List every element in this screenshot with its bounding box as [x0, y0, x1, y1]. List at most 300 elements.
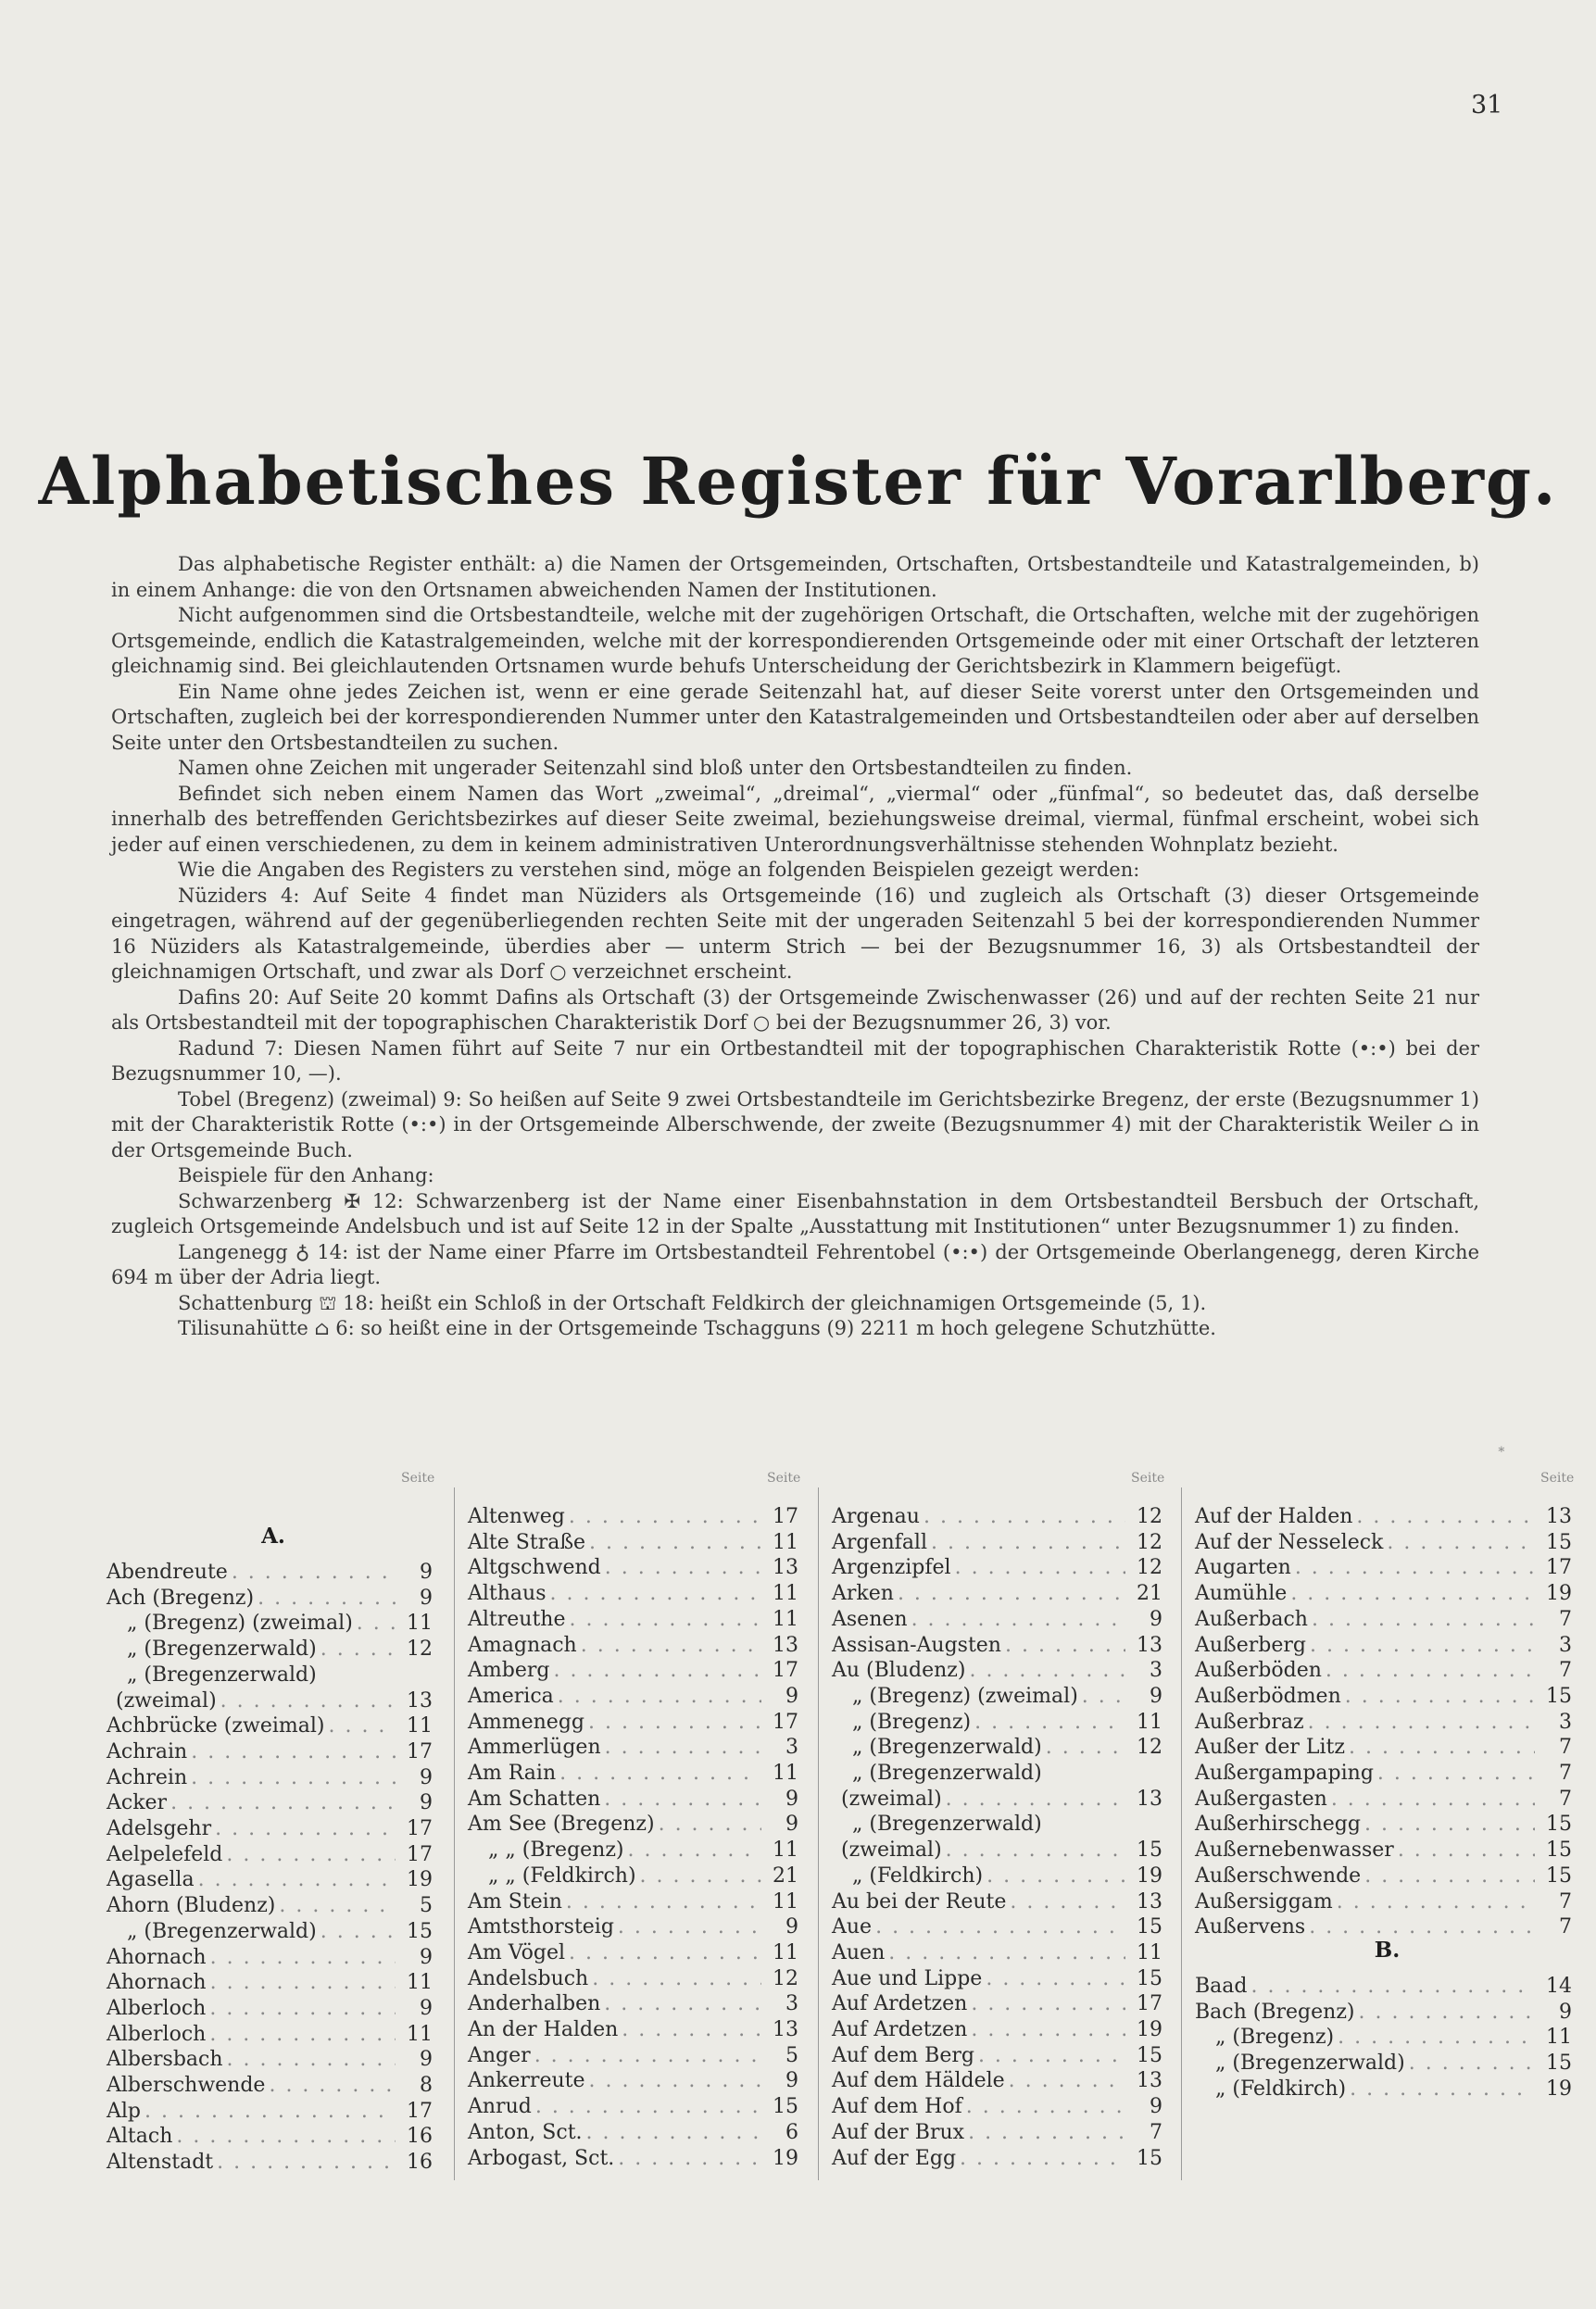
entry-page: 13: [1137, 2069, 1162, 2093]
entry-page: 15: [773, 2095, 798, 2119]
entry-name: Baad: [1195, 1974, 1248, 1998]
register-entry: [1195, 1864, 1579, 1889]
dot-leader: [585, 1530, 761, 1556]
entry-page: 11: [773, 1607, 798, 1631]
dot-leader: [956, 2146, 1125, 2172]
dot-leader: [1405, 2051, 1535, 2077]
entry-name: Alberloch: [107, 1996, 207, 2020]
dot-leader: [872, 1914, 1125, 1940]
dot-leader: [141, 2099, 396, 2125]
entry-name: Außerschwende: [1195, 1864, 1362, 1888]
entry-name: Amtsthorsteig: [468, 1915, 614, 1939]
entry-name: Ach (Bregenz): [107, 1586, 255, 1610]
entry-page: 3: [785, 1992, 798, 2016]
entry-name: An der Halden: [468, 2018, 619, 2041]
entry-page: 11: [773, 1838, 798, 1863]
register-entry: [832, 2146, 1170, 2172]
entry-page: 12: [1137, 1556, 1162, 1580]
register-entry: [107, 2124, 440, 2150]
register-entry: [107, 1663, 440, 1688]
entry-page: 11: [773, 1530, 798, 1554]
dot-leader: [1355, 2000, 1536, 2026]
entry-page: 9: [785, 2069, 798, 2093]
dot-leader: [584, 1710, 761, 1736]
entry-name: Altgschwend: [468, 1556, 601, 1580]
entry-page: 11: [773, 1762, 798, 1785]
entry-name: Am See (Bregenz): [468, 1813, 655, 1837]
entry-name: „ (Bregenz) (zweimal): [852, 1684, 1078, 1708]
register-entry: [107, 1996, 440, 2022]
register-title: Alphabetisches Register für Vorarlberg.: [38, 443, 1558, 520]
dot-leader: [577, 1633, 761, 1659]
entry-name: Außervens: [1195, 1915, 1306, 1939]
entry-page: 12: [407, 1638, 433, 1662]
register-entry: [832, 1735, 1170, 1761]
dot-leader: [588, 1966, 761, 1992]
register-entry: [107, 2150, 440, 2176]
entry-name: Auf dem Häldele: [832, 2069, 1005, 2093]
dot-leader: [223, 2047, 396, 2073]
register-entry: [468, 1940, 806, 1966]
entry-name: Am Schatten: [468, 1787, 601, 1811]
seite-label: Seite: [1131, 1471, 1165, 1486]
entry-name: Außersiggam: [1195, 1889, 1333, 1914]
entry-name: Anrud: [468, 2095, 532, 2119]
dot-leader: [1078, 1684, 1125, 1710]
dot-leader: [532, 2094, 761, 2120]
entry-name: Auf Ardetzen: [832, 1992, 968, 2016]
entry-page: 17: [1137, 1992, 1162, 2016]
register-entry: [832, 1991, 1170, 2017]
dot-leader: [618, 2017, 761, 2043]
entry-page: 9: [785, 1813, 798, 1837]
intro-paragraph: Nicht aufgenommen sind die Ortsbestandteile, welche mit der zugehörigen Ortschaft, die Ortschaften, welche mit der zugehörigen Ortsgemeinde, endlich die Katastralgemeinden, welche mit der korrespondierenden Ortsgemeinde oder mit einer Ortschaft der letzteren gleichnamig sind. Bei gleichlautenden Ortsnamen wurde behufs Unterscheidung der Gerichtsbezirk in Klammern beigefügt.: [111, 604, 1479, 677]
dot-leader: [965, 1658, 1125, 1684]
entry-page: 17: [407, 1739, 433, 1763]
register-entry: [1195, 1787, 1579, 1813]
intro-paragraph: Namen ohne Zeichen mit ungerader Seitenzahl sind bloß unter den Ortsbestandteilen zu finden.: [178, 757, 1133, 779]
entry-page: 11: [407, 1714, 433, 1738]
entry-name: „ (Feldkirch): [852, 1864, 984, 1888]
entry-page: 17: [773, 1659, 798, 1683]
dot-leader: [1042, 1735, 1125, 1761]
entry-name: Außerbödmen: [1195, 1684, 1341, 1708]
intro-paragraph: Das alphabetische Register enthält: a) die Namen der Ortsgemeinden, Ortschaften, Ortsbestandteile und Katastralgemeinden, b) in einem Anhange: die von den Ortsnamen abweichenden Namen der Institutionen.: [111, 553, 1479, 601]
entry-page: 9: [420, 1996, 433, 2020]
entry-name: Altenstadt: [107, 2151, 214, 2175]
register-entry: [468, 2094, 806, 2120]
register-entry: [107, 1637, 440, 1663]
entry-name: Anderhalben: [468, 1992, 601, 2016]
dot-leader: [222, 1842, 396, 1868]
entry-page: 9: [420, 1945, 433, 1969]
entry-name: Am Stein: [468, 1889, 562, 1914]
entry-page: 9: [420, 2048, 433, 2072]
entry-page: 5: [420, 1894, 433, 1918]
entry-name: Aelpelefeld: [107, 1842, 223, 1866]
entry-name: Auen: [832, 1940, 886, 1964]
seite-label: Seite: [767, 1471, 801, 1486]
entry-page: 11: [773, 1940, 798, 1964]
entry-page: 6: [785, 2120, 798, 2144]
dot-leader: [885, 1940, 1125, 1966]
dot-leader: [1341, 1684, 1535, 1710]
register-entry: [468, 1991, 806, 2017]
register-entry: [832, 2120, 1170, 2146]
register-entry: [468, 1889, 806, 1915]
entry-name: Aumühle: [1195, 1582, 1288, 1606]
entry-page: 16: [407, 2151, 433, 2175]
entry-name: Arken: [832, 1582, 894, 1606]
entry-name: „ „ (Feldkirch): [488, 1864, 636, 1888]
entry-page: 17: [773, 1505, 798, 1528]
dot-leader: [942, 1838, 1125, 1864]
entry-page: 15: [1546, 1838, 1572, 1863]
register-entry: [1195, 2051, 1579, 2077]
entry-name: America: [468, 1684, 554, 1708]
register-entry: [1195, 1914, 1579, 1940]
entry-name: Auf der Nesseleck: [1195, 1530, 1384, 1554]
entry-page: 9: [1150, 1684, 1162, 1708]
entry-page: 13: [1137, 1633, 1162, 1657]
dot-leader: [207, 1970, 396, 1996]
register-entry: [107, 1586, 440, 1612]
dot-leader: [1346, 2077, 1535, 2102]
dot-leader: [967, 1991, 1125, 2017]
entry-page: 9: [420, 1791, 433, 1815]
dot-leader: [908, 1607, 1125, 1633]
entry-page: 13: [1137, 1787, 1162, 1811]
register-entry: [1195, 2025, 1579, 2051]
entry-name: Amagnach: [468, 1633, 577, 1657]
register-entry: [832, 1530, 1170, 1556]
register-entry: [1195, 1555, 1579, 1581]
column-divider: [1181, 1487, 1182, 2180]
register-entry: [832, 1812, 1170, 1838]
entry-page: 9: [1150, 1607, 1162, 1631]
register-entry: [468, 2017, 806, 2043]
dot-leader: [894, 1581, 1125, 1607]
entry-page: 9: [1559, 2000, 1572, 2024]
register-entry: [107, 2073, 440, 2099]
entry-page: 9: [785, 1684, 798, 1708]
dot-leader: [195, 1867, 396, 1893]
entry-name: Argenau: [832, 1505, 920, 1528]
entry-page: [396, 1663, 440, 1688]
dot-leader: [228, 1560, 396, 1586]
dot-leader: [1306, 1633, 1535, 1659]
entry-name: Albersbach: [107, 2048, 223, 2072]
entry-name: Assisan-Augsten: [832, 1633, 1001, 1657]
dot-leader: [562, 1889, 761, 1915]
dot-leader: [600, 1787, 761, 1813]
entry-page: 11: [407, 1971, 433, 1995]
register-entry: [107, 1713, 440, 1739]
register-entry: [468, 2146, 806, 2172]
entry-page: 12: [773, 1966, 798, 1990]
dot-leader: [549, 1658, 761, 1684]
register-entry: [107, 1842, 440, 1868]
dot-leader: [1345, 1735, 1535, 1761]
intro-text: [111, 552, 1479, 1342]
entry-name: „ (Bregenzerwald): [852, 1736, 1042, 1760]
register-entry: [107, 2047, 440, 2073]
register-entry: [1195, 1504, 1579, 1530]
entry-page: 21: [1137, 1582, 1162, 1606]
dot-leader: [265, 2073, 396, 2099]
register-entry: [107, 1790, 440, 1816]
register-entry: [832, 1761, 1170, 1787]
entry-name: (zweimal): [841, 1838, 942, 1863]
dot-leader: [206, 2022, 396, 2048]
entry-page: 15: [1137, 2146, 1162, 2170]
intro-paragraph: Wie die Angaben des Registers zu verstehen sind, möge an folgenden Beispielen gezeigt werden:: [178, 859, 1140, 881]
register-entry: [107, 1739, 440, 1765]
entry-name: Alp: [107, 2099, 142, 2123]
dot-leader: [655, 1812, 761, 1838]
dot-leader: [614, 1914, 761, 1940]
entry-name: Ahorn (Bludenz): [107, 1894, 276, 1918]
register-entry: [468, 1530, 806, 1556]
dot-leader: [531, 2043, 761, 2069]
register-entry: [468, 2120, 806, 2146]
entry-page: 9: [420, 1561, 433, 1584]
entry-name: Alberloch: [107, 2022, 207, 2046]
entry-page: 11: [1546, 2026, 1572, 2050]
dot-leader: [583, 2120, 761, 2146]
register-entry: [107, 1611, 440, 1637]
register-entry: [107, 1816, 440, 1842]
dot-leader: [1322, 1658, 1535, 1684]
register-entry: [832, 1658, 1170, 1684]
dot-leader: [172, 2124, 396, 2150]
entry-page: 11: [773, 1582, 798, 1606]
register-entry: [468, 1787, 806, 1813]
entry-name: Außer der Litz: [1195, 1736, 1345, 1760]
register-entry: [832, 2017, 1170, 2043]
register-column: [468, 1471, 806, 2175]
entry-name: Bach (Bregenz): [1195, 2000, 1355, 2024]
entry-page: 5: [785, 2043, 798, 2067]
dot-leader: [187, 1765, 396, 1791]
register-entry: [1195, 1735, 1579, 1761]
entry-name: Außergampaping: [1195, 1762, 1374, 1785]
register-entry: [1195, 1838, 1579, 1864]
dot-leader: [207, 1945, 396, 1971]
entry-name: Achrein: [107, 1765, 188, 1789]
register-entry: [832, 1633, 1170, 1659]
entry-page: 13: [773, 2018, 798, 2041]
entry-page: 15: [1546, 1684, 1572, 1708]
entry-name: Au bei der Reute: [832, 1889, 1007, 1914]
register-column: [1195, 1471, 1579, 2175]
dot-leader: [1287, 1581, 1535, 1607]
entry-page: 9: [785, 1915, 798, 1939]
entry-page: 19: [773, 2146, 798, 2170]
entry-name: Außernebenwasser: [1195, 1838, 1394, 1863]
intro-paragraph: Radund 7: Diesen Namen führt auf Seite 7 nur ein Ortbestandteil mit der topographischen Charakteristik Rotte (•:•) bei der Bezugsnummer 10, —).: [111, 1036, 1479, 1085]
entry-name: „ (Bregenz) (zweimal): [127, 1612, 353, 1636]
entry-page: 7: [1150, 2120, 1162, 2144]
entry-page: 21: [773, 1864, 798, 1888]
entry-name: Agasella: [107, 1868, 195, 1892]
dot-leader: [566, 1607, 762, 1633]
entry-name: Ammerlügen: [468, 1736, 601, 1760]
stray-mark: ∗: [1497, 1442, 1506, 1457]
entry-name: Ahornach: [107, 1945, 207, 1969]
seite-label: Seite: [401, 1471, 435, 1486]
intro-paragraph: Tobel (Bregenz) (zweimal) 9: So heißen auf Seite 9 zwei Ortsbestandteile im Gerichtsbezirke Bregenz, der erste (Bezugsnummer 1) mit der Charakteristik Rotte (•:•) in der Ortsgemeinde Alberschwende, der zweite (Bezugsnummer 4) mit der Charakteristik Weiler ⌂ in der Ortsgemeinde Buch.: [111, 1087, 1479, 1161]
entry-page: 19: [407, 1868, 433, 1892]
dot-leader: [1006, 1889, 1125, 1915]
entry-page: 13: [1137, 1889, 1162, 1914]
entry-name: Adelsgehr: [107, 1817, 212, 1840]
entry-name: „ (Bregenzerwald): [852, 1813, 1042, 1837]
entry-page: 15: [1546, 1813, 1572, 1837]
dot-leader: [971, 1710, 1125, 1736]
entry-page: 13: [407, 1688, 433, 1713]
entry-name: „ (Bregenzerwald): [1215, 2052, 1405, 2075]
seite-label: Seite: [1540, 1471, 1575, 1486]
entry-page: 3: [1559, 1633, 1572, 1657]
register-entry: [107, 1688, 440, 1714]
register-entry: [468, 1710, 806, 1736]
entry-name: Ahornach: [107, 1971, 207, 1995]
entry-name: Acker: [107, 1791, 168, 1815]
entry-name: Auf der Halden: [1195, 1505, 1353, 1528]
entry-name: Augarten: [1195, 1556, 1291, 1580]
dot-leader: [565, 1504, 761, 1530]
entry-page: 11: [1137, 1710, 1162, 1734]
entry-page: 9: [785, 1787, 798, 1811]
dot-leader: [962, 2094, 1125, 2120]
dot-leader: [967, 2017, 1125, 2043]
entry-page: 15: [1546, 2052, 1572, 2075]
page-number: 31: [1471, 91, 1503, 119]
register-entry: [1195, 1974, 1579, 2000]
entry-name: „ „ (Bregenz): [488, 1838, 624, 1863]
register-entry: [832, 1787, 1170, 1813]
dot-leader: [213, 2150, 396, 2176]
entry-name: Argenzipfel: [832, 1556, 951, 1580]
intro-paragraph: Beispiele für den Anhang:: [178, 1164, 434, 1186]
register-entry: [1195, 1530, 1579, 1556]
register-entry: [1195, 1684, 1579, 1710]
register-entry: [107, 1560, 440, 1586]
dot-leader: [1333, 1889, 1535, 1915]
register-entry: [832, 2094, 1170, 2120]
dot-leader: [554, 1684, 761, 1710]
entry-name: „ (Bregenz): [1215, 2026, 1335, 2050]
entry-page: 12: [1137, 1530, 1162, 1554]
entry-page: 11: [407, 1612, 433, 1636]
intro-paragraph: Dafins 20: Auf Seite 20 kommt Dafins als Ortschaft (3) der Ortsgemeinde Zwischenwasser (26) und auf der rechten Seite 21 nur als Ortsbestandteil mit der topographischen Charakteristik Dorf ○ bei der Bezugsnummer 26, 3) vor.: [111, 985, 1479, 1034]
register-entry: [832, 2043, 1170, 2069]
dot-leader: [964, 2120, 1125, 2146]
dot-leader: [601, 1735, 761, 1761]
entry-page: 7: [1559, 1787, 1572, 1811]
intro-paragraph: Tilisunahütte ⌂ 6: so heißt eine in der Ortsgemeinde Tschagguns (9) 2211 m hoch gelegene Schutzhütte.: [178, 1317, 1216, 1339]
dot-leader: [206, 1996, 396, 2022]
dot-leader: [585, 2068, 762, 2094]
entry-name: (zweimal): [841, 1787, 942, 1811]
dot-leader: [1394, 1838, 1535, 1864]
entry-page: 3: [785, 1736, 798, 1760]
register-entry: [1195, 1761, 1579, 1787]
entry-page: 12: [1137, 1736, 1162, 1760]
entry-name: „ (Feldkirch): [1215, 2077, 1347, 2101]
entry-page: 19: [1137, 1864, 1162, 1888]
register-entry: [107, 1867, 440, 1893]
register-entry: [107, 1893, 440, 1919]
dot-leader: [1374, 1761, 1535, 1787]
register-entry: [1195, 1812, 1579, 1838]
register-entry: [468, 1735, 806, 1761]
register-entry: [1195, 1889, 1579, 1915]
intro-paragraph: Nüziders 4: Auf Seite 4 findet man Nüziders als Ortsgemeinde (16) und zugleich als Ortschaft (3) dieser Ortsgemeinde eingetragen, während auf der gegenüberliegenden rechten Seite mit der ungeraden Seitenzahl 5 bei der korrespondierenden Nummer 16 Nüziders als Katastralgemeinde, überdies aber — unterm Strich — bei der Bezugsnummer 16, 3) als Ortsbestandteil der gleichnamigen Ortschaft, und zwar als Dorf ○ verzeichnet erscheint.: [111, 884, 1479, 983]
entry-page: 15: [1137, 1966, 1162, 1990]
register-entry: [468, 1864, 806, 1889]
register-entry: [832, 1940, 1170, 1966]
dot-leader: [624, 1838, 761, 1864]
register-column: [832, 1471, 1170, 2175]
register-entry: [1195, 2000, 1579, 2026]
dot-leader: [600, 1991, 761, 2017]
entry-name: Alberschwende: [107, 2074, 266, 2097]
entry-page: 13: [773, 1556, 798, 1580]
entry-page: 7: [1559, 1889, 1572, 1914]
entry-name: Außerberg: [1195, 1633, 1306, 1657]
register-entry: [832, 1555, 1170, 1581]
dot-leader: [1304, 1710, 1535, 1736]
register-entry: [107, 1765, 440, 1791]
dot-leader: [927, 1530, 1125, 1556]
intro-paragraph: Ein Name ohne jedes Zeichen ist, wenn er eine gerade Seitenzahl hat, auf dieser Seite vorerst unter den Ortsgemeinden und Ortschaften, zugleich bei der korrespondierenden Nummer unter den Katastralgemeinden und Ortsbestandteilen oder aber auf derselben Seite unter den Ortsbestandteilen zu suchen.: [111, 680, 1479, 754]
entry-name: Aue und Lippe: [832, 1966, 983, 1990]
dot-leader: [983, 1864, 1125, 1889]
register-entry: [468, 1761, 806, 1787]
dot-leader: [1291, 1555, 1535, 1581]
register-entry: [832, 1684, 1170, 1710]
dot-leader: [1247, 1974, 1535, 2000]
dot-leader: [1305, 1914, 1535, 1940]
register-entry: [468, 1838, 806, 1864]
register-entry: [1195, 1581, 1579, 1607]
entry-page: 13: [773, 1633, 798, 1657]
column-divider: [454, 1487, 455, 2180]
register-entry: [468, 1812, 806, 1838]
dot-leader: [614, 2146, 761, 2172]
register-entry: [468, 1504, 806, 1530]
dot-leader: [1327, 1787, 1535, 1813]
dot-leader: [547, 1581, 761, 1607]
entry-page: 9: [1150, 2095, 1162, 2119]
entry-name: Ammenegg: [468, 1710, 584, 1734]
register-entry: [1195, 1633, 1579, 1659]
register-entry: [468, 1658, 806, 1684]
entry-page: 17: [407, 1842, 433, 1866]
section-heading: B.: [1374, 1938, 1401, 1964]
register-entry: [832, 1889, 1170, 1915]
entry-page: 15: [1137, 1915, 1162, 1939]
entry-page: 17: [407, 2099, 433, 2123]
entry-name: Amberg: [468, 1659, 550, 1683]
register-entry: [468, 1684, 806, 1710]
entry-page: 15: [1546, 1530, 1572, 1554]
dot-leader: [1308, 1607, 1535, 1633]
entry-name: „ (Bregenzerwald): [852, 1762, 1042, 1785]
entry-name: Argenfall: [832, 1530, 928, 1554]
